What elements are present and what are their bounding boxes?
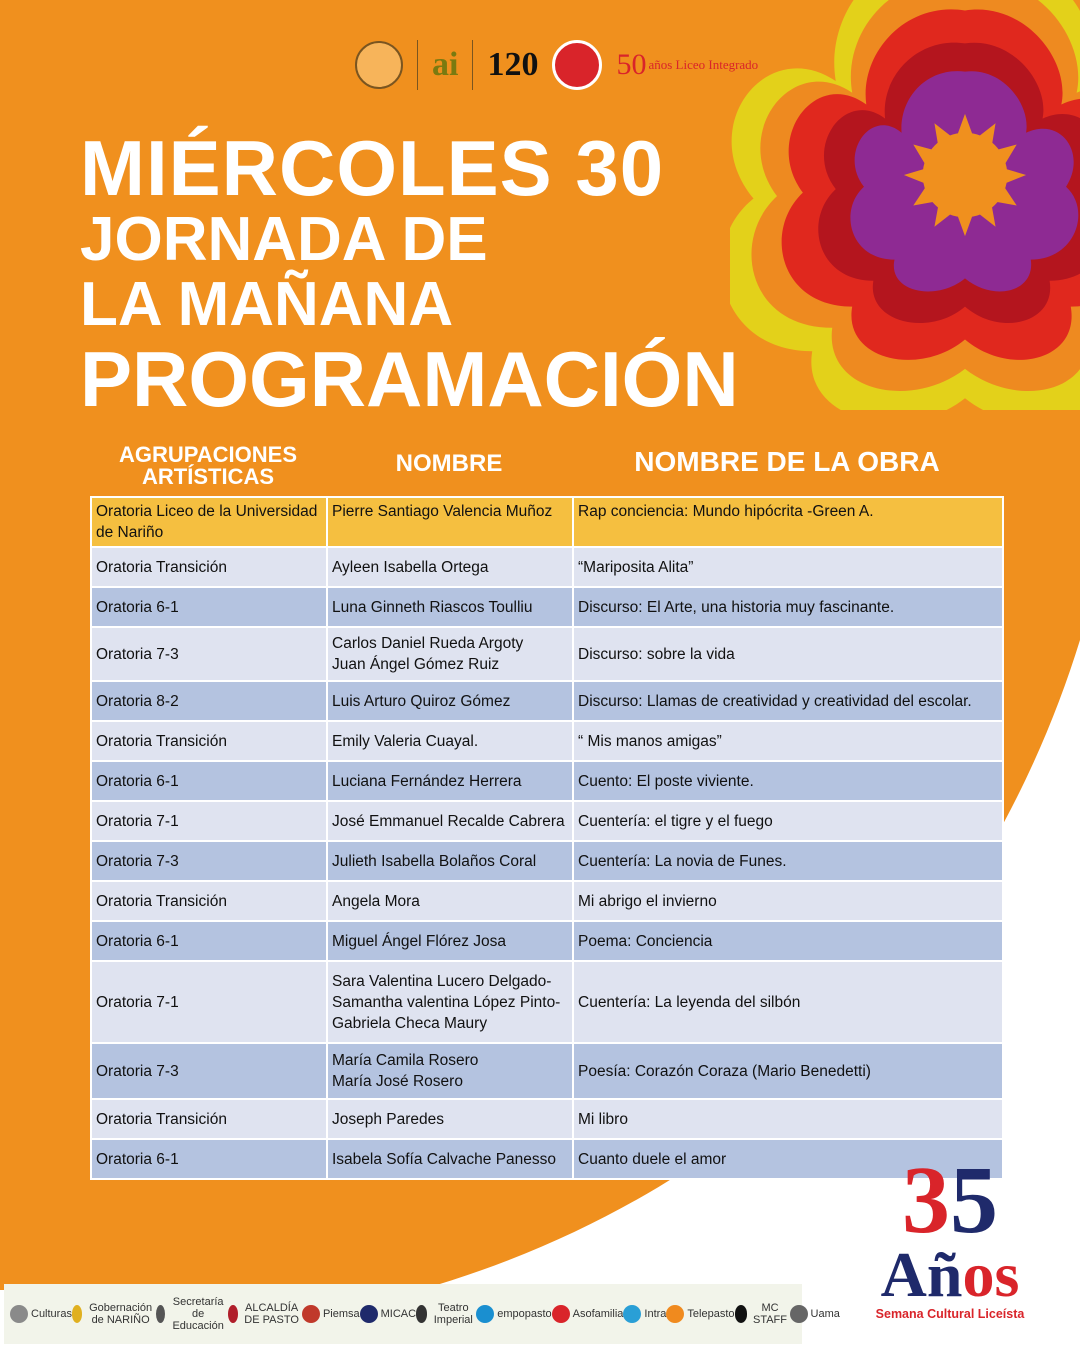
title-line-4: PROGRAMACIÓN xyxy=(80,335,739,423)
table-row xyxy=(91,721,1003,761)
performer-name: María Camila Rosero xyxy=(332,1052,479,1069)
title-line-1: MIÉRCOLES 30 xyxy=(80,124,665,212)
anniversary-50-logo xyxy=(616,48,758,82)
sponsor-emblem-icon xyxy=(10,1305,28,1323)
cell-names xyxy=(327,547,573,587)
sponsor-logo xyxy=(476,1305,551,1323)
cell-group: Oratoria 7-3 xyxy=(91,627,327,681)
header-work: NOMBRE DE LA OBRA xyxy=(634,446,940,477)
sponsor-name: MICAC xyxy=(380,1308,417,1320)
cell-work: Cuentería: La leyenda del silbón xyxy=(573,961,1003,1043)
cell-names xyxy=(327,587,573,627)
cell-names xyxy=(327,1139,573,1179)
performer-name: Angela Mora xyxy=(332,892,420,910)
partner-logos xyxy=(355,36,758,94)
sponsor-emblem-icon xyxy=(552,1305,570,1323)
badge-number: 35 xyxy=(902,1146,998,1253)
sponsor-emblem-icon xyxy=(228,1305,238,1323)
cell-names xyxy=(327,1043,573,1099)
cell-names xyxy=(327,921,573,961)
cell-group: Oratoria Transición xyxy=(91,721,327,761)
cell-work: Rap conciencia: Mundo hipócrita -Green A. xyxy=(573,497,1003,547)
performer-name: Joseph Paredes xyxy=(332,1110,445,1128)
sponsor-logo xyxy=(552,1305,624,1323)
cell-names xyxy=(327,497,573,547)
cell-work: Poesía: Corazón Coraza (Mario Benedetti) xyxy=(573,1043,1003,1099)
cell-names xyxy=(327,841,573,881)
cell-names xyxy=(327,1099,573,1139)
cell-group: Oratoria 6-1 xyxy=(91,761,327,801)
table-row xyxy=(91,681,1003,721)
programme-table xyxy=(90,496,1004,1180)
header-name: NOMBRE xyxy=(395,450,503,477)
performer-name: Luis Arturo Quiroz Gómez xyxy=(332,692,511,710)
sponsor-logo xyxy=(790,1305,840,1323)
sponsor-strip xyxy=(4,1284,840,1344)
table-row xyxy=(91,761,1003,801)
title-line-2: JORNADA DE xyxy=(80,205,488,274)
cell-group: Oratoria 7-1 xyxy=(91,961,327,1043)
ai-logo: ai xyxy=(432,46,459,83)
sponsor-logo xyxy=(10,1305,72,1323)
divider xyxy=(417,40,418,90)
page-title xyxy=(80,124,739,423)
table-row xyxy=(91,497,1003,547)
cell-work: Cuentería: La novia de Funes. xyxy=(573,841,1003,881)
sponsor-logo xyxy=(156,1296,228,1332)
badge-subtitle: Semana Cultural Liceísta xyxy=(875,1307,1025,1321)
badge-word: Años xyxy=(880,1239,1020,1310)
performer-name: Luciana Fernández Herrera xyxy=(332,772,522,790)
cell-work: “Mariposita Alita” xyxy=(573,547,1003,587)
sponsor-emblem-icon xyxy=(156,1305,165,1323)
anniversary-120-logo: 120 xyxy=(487,46,539,83)
performer-name: José Emmanuel Recalde Cabrera xyxy=(332,812,565,830)
cell-work: Mi abrigo el invierno xyxy=(573,881,1003,921)
flower-decoration-icon xyxy=(730,0,1080,410)
sponsor-name: empopasto xyxy=(497,1308,552,1320)
sponsor-name: Teatro Imperial xyxy=(433,1302,473,1326)
cell-group: Oratoria Transición xyxy=(91,881,327,921)
performer-name: Juan Ángel Gómez Ruiz xyxy=(332,656,500,673)
cell-work: Cuentería: el tigre y el fuego xyxy=(573,801,1003,841)
performer-name: Luna Ginneth Riascos Toulliu xyxy=(332,598,533,616)
cell-group: Oratoria Liceo de la Universidad de Nariño xyxy=(91,497,327,547)
sponsor-name: ALCALDÍA DE PASTO xyxy=(244,1302,299,1326)
table-row xyxy=(91,547,1003,587)
performer-name: Isabela Sofía Calvache Panesso xyxy=(332,1150,557,1168)
performer-name: Emily Valeria Cuayal. xyxy=(332,732,479,750)
table-row xyxy=(91,801,1003,841)
anniversary-badge xyxy=(855,1146,1045,1321)
cell-group: Oratoria 6-1 xyxy=(91,587,327,627)
cell-work: Cuanto duele el amor xyxy=(573,1139,1003,1179)
cell-names xyxy=(327,721,573,761)
liceo-emblem-icon xyxy=(552,40,602,90)
sponsor-name: Culturas xyxy=(31,1308,72,1320)
sponsor-logo xyxy=(72,1302,156,1326)
sponsor-name: Secretaría de Educación xyxy=(172,1296,224,1332)
sponsor-emblem-icon xyxy=(790,1305,808,1323)
sponsor-logo xyxy=(228,1302,302,1326)
cell-names xyxy=(327,627,573,681)
sponsor-name: Gobernación de NARIÑO xyxy=(89,1302,153,1326)
anniversary-50-number: 50 xyxy=(616,48,647,81)
cell-names xyxy=(327,681,573,721)
sponsor-logo xyxy=(666,1305,734,1323)
header-groups: AGRUPACIONES ARTÍSTICAS xyxy=(118,442,298,489)
cell-names xyxy=(327,801,573,841)
cell-work: Mi libro xyxy=(573,1099,1003,1139)
performer-name: María José Rosero xyxy=(332,1073,463,1090)
sponsor-name: Asofamilia xyxy=(572,1308,624,1320)
sponsor-logo xyxy=(416,1302,476,1326)
sponsor-emblem-icon xyxy=(735,1305,748,1323)
performer-name: Gabriela Checa Maury xyxy=(332,1014,488,1032)
liceo-integrado-label: años Liceo Integrado xyxy=(648,57,759,72)
sponsor-name: MC STAFF xyxy=(752,1302,787,1326)
cell-work: Poema: Conciencia xyxy=(573,921,1003,961)
cell-work: Cuento: El poste viviente. xyxy=(573,761,1003,801)
cell-group: Oratoria 7-3 xyxy=(91,1043,327,1099)
sponsor-emblem-icon xyxy=(476,1305,494,1323)
sponsor-emblem-icon xyxy=(666,1305,684,1323)
table-row xyxy=(91,627,1003,681)
performer-name: Julieth Isabella Bolaños Coral xyxy=(332,852,537,870)
sponsor-logo xyxy=(623,1305,666,1323)
sponsor-logo xyxy=(302,1305,360,1323)
cell-group: Oratoria 8-2 xyxy=(91,681,327,721)
cell-work: Discurso: Llamas de creatividad y creatividad del escolar. xyxy=(573,681,1003,721)
table-headers xyxy=(90,440,1002,496)
cell-group: Oratoria 7-1 xyxy=(91,801,327,841)
sponsor-emblem-icon xyxy=(72,1305,82,1323)
sponsor-name: Uama xyxy=(810,1308,840,1320)
performer-name: Samantha valentina López Pinto- xyxy=(332,993,561,1011)
table-row xyxy=(91,921,1003,961)
cell-group: Oratoria 6-1 xyxy=(91,921,327,961)
university-seal-icon xyxy=(355,41,403,89)
cell-names xyxy=(327,961,573,1043)
cell-names xyxy=(327,761,573,801)
performer-name: Miguel Ángel Flórez Josa xyxy=(332,932,507,950)
title-line-3: LA MAÑANA xyxy=(80,270,454,339)
sponsor-logo xyxy=(360,1305,416,1323)
performer-name: Ayleen Isabella Ortega xyxy=(332,558,489,576)
sponsor-emblem-icon xyxy=(623,1305,641,1323)
cell-names xyxy=(327,881,573,921)
cell-group: Oratoria Transición xyxy=(91,1099,327,1139)
cell-work: Discurso: sobre la vida xyxy=(573,627,1003,681)
cell-work: “ Mis manos amigas” xyxy=(573,721,1003,761)
table-row xyxy=(91,841,1003,881)
table-row xyxy=(91,961,1003,1043)
cell-group: Oratoria 6-1 xyxy=(91,1139,327,1179)
cell-group: Oratoria Transición xyxy=(91,547,327,587)
sponsor-name: Piemsa xyxy=(322,1308,360,1320)
sponsor-emblem-icon xyxy=(302,1305,320,1323)
sponsor-logo xyxy=(735,1302,790,1326)
performer-name: Carlos Daniel Rueda Argoty xyxy=(332,635,524,652)
sponsor-name: Intra xyxy=(644,1308,667,1320)
sponsor-name: Telepasto xyxy=(687,1308,735,1320)
divider xyxy=(472,40,473,90)
table-row xyxy=(91,1043,1003,1099)
sponsor-emblem-icon xyxy=(360,1305,378,1323)
table-row xyxy=(91,881,1003,921)
cell-group: Oratoria 7-3 xyxy=(91,841,327,881)
performer-name: Sara Valentina Lucero Delgado- xyxy=(332,972,552,990)
cell-work: Discurso: El Arte, una historia muy fascinante. xyxy=(573,587,1003,627)
sponsor-emblem-icon xyxy=(416,1305,427,1323)
table-row xyxy=(91,1099,1003,1139)
table-row xyxy=(91,587,1003,627)
performer-name: Pierre Santiago Valencia Muñoz xyxy=(332,503,553,520)
